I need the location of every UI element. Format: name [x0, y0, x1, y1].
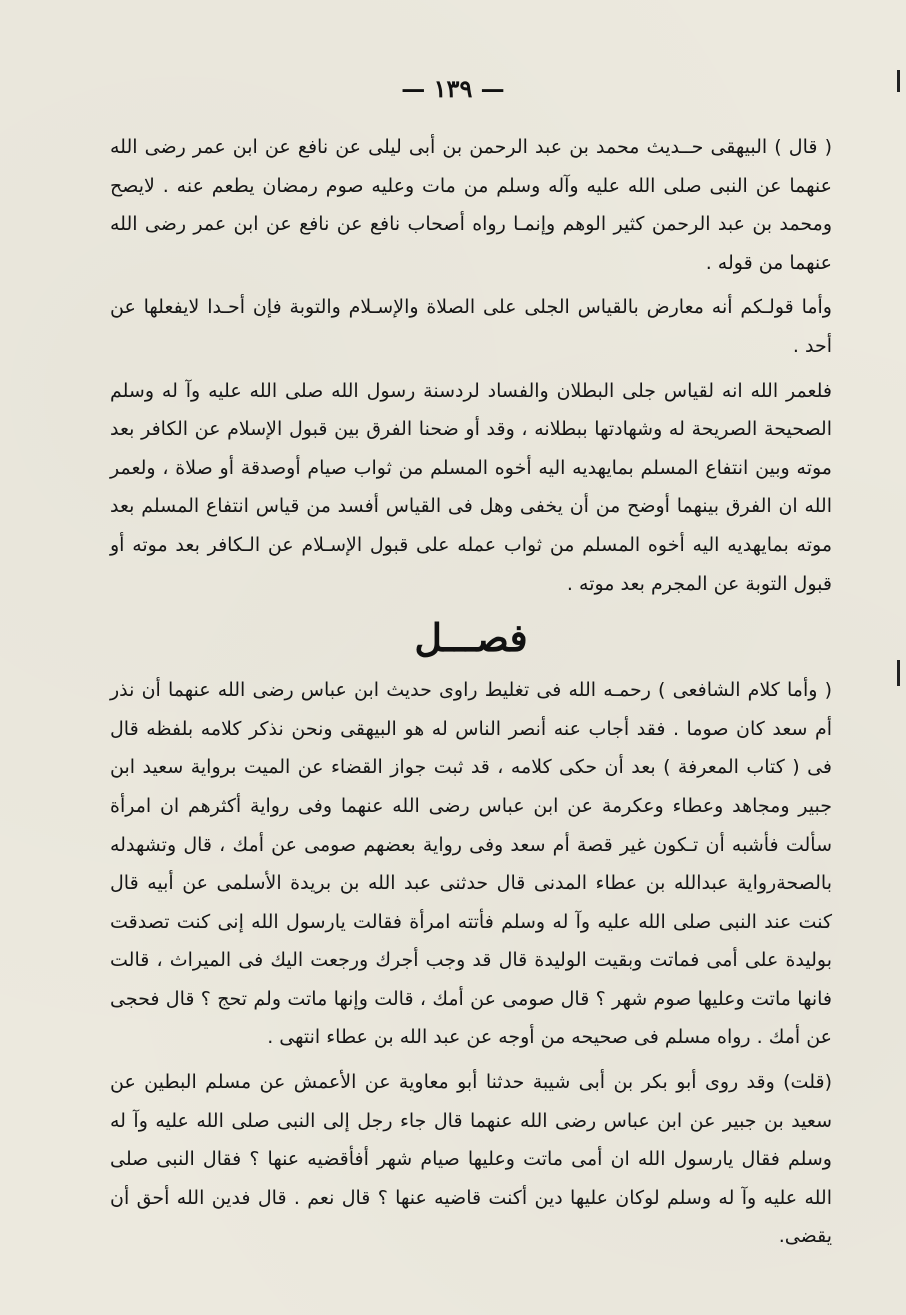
text-body: [110, 128, 832, 1256]
page-number: — ١٣٩ —: [401, 74, 505, 103]
paragraph-ibn-abi-shaybah: (قلت) وقد روى أبو بكر بن أبى شيبة حدثنا أبو معاوية عن الأعمش عن مسلم البطين عن سعيد بن جبير عن ابن عباس رضى الله عنهما قال جاء رجل إلى النبى صلى الله عليه وآ له وسلم فقال يارسول الله ان أمى ماتت وعليها صيام شهر أفأقضيه عنها ؟ فقال النبى صلى الله عليه وآ له وسلم لوكان عليها دين أكنت قاضيه عنها ؟ قال نعم . قال فدين الله أحق أن يقضى.: [110, 1071, 832, 1248]
paragraph-qiyas-objection: وأما قولـكم أنه معارض بالقياس الجلى على الصلاة والإسـلام والتوبة فإن أحـدا لايفعلها عن أحد .: [110, 296, 832, 357]
margin-mark: [897, 660, 900, 686]
paragraph-qiyas-refutation: فلعمر الله انه لقياس جلى البطلان والفساد لردسنة رسول الله صلى الله عليه وآ له وسلم الصحيحة الصريحة له وشهادتها ببطلانه ، وقد أو ضحنا الفرق بين قبول الإسلام عن الكافر بعد موته وبين انتفاع المسلم بمايهديه اليه أخوه المسلم من ثواب صيام أوصدقة أو صلاة ، ولعمر الله ان الفرق بينهما أوضح من أن يخفى وهل فى القياس أفسد من قياس انتفاع المسلم بعد موته بمايهديه اليه أخوه المسلم من ثواب عمله على قبول الإسـلام عن الـكافر بعد موته أو قبول التوبة عن المجرم بعد موته .: [110, 379, 832, 595]
paragraph-bayhaqi-hadith: ( قال ) البيهقى حــديث محمد بن عبد الرحمن بن أبى ليلى عن نافع عن ابن عمر رضى الله عنهما عن النبى صلى الله عليه وآله وسلم من مات وعليه صوم رمضان يطعم عنه . لايصح ومحمد بن عبد الرحمن كثير الوهم وإنمـا رواه أصحاب نافع عن نافع عن ابن عمر رضى الله عنهما من قوله .: [110, 136, 832, 274]
paragraph-shafii-statement: ( وأما كلام الشافعى ) رحمـه الله فى تغليط راوى حديث ابن عباس رضى الله عنهما أن نذر أم سعد كان صوما . فقد أجاب عنه أنصر الناس له هو البيهقى ونحن نذكر كلامه بلفظه قال فى ( كتاب المعرفة ) بعد أن حكى كلامه ، قد ثبت جواز القضاء عن الميت برواية سعيد ابن جبير ومجاهد وعطاء وعكرمة عن ابن عباس رضى الله عنهما وفى رواية أكثرهم ان امرأة سألت فأشبه أن تـكون غير قصة أم سعد وفى رواية بعضهم صومى عن أمك ، قال وتشهدله بالصحةرواية عبدالله بن عطاء المدنى قال حدثنى عبد الله بن بريدة الأسلمى عن أبيه قال كنت عند النبى صلى الله عليه وآ له وسلم فأتته امرأة فقالت يارسول الله إنى كنت تصدقت بوليدة على أمى فماتت وبقيت الوليدة قال قد وجب أجرك ورجعت اليك فى الميراث ، قالت فانها ماتت وعليها صوم شهر ؟ قال صومى عن أمك ، قالت وإنها ماتت ولم تحج ؟ قال فحجى عن أمك . رواه مسلم فى صحيحه من أوجه عن عبد الله بن عطاء انتهى .: [110, 679, 832, 1049]
section-heading: فصـــل: [414, 615, 528, 661]
